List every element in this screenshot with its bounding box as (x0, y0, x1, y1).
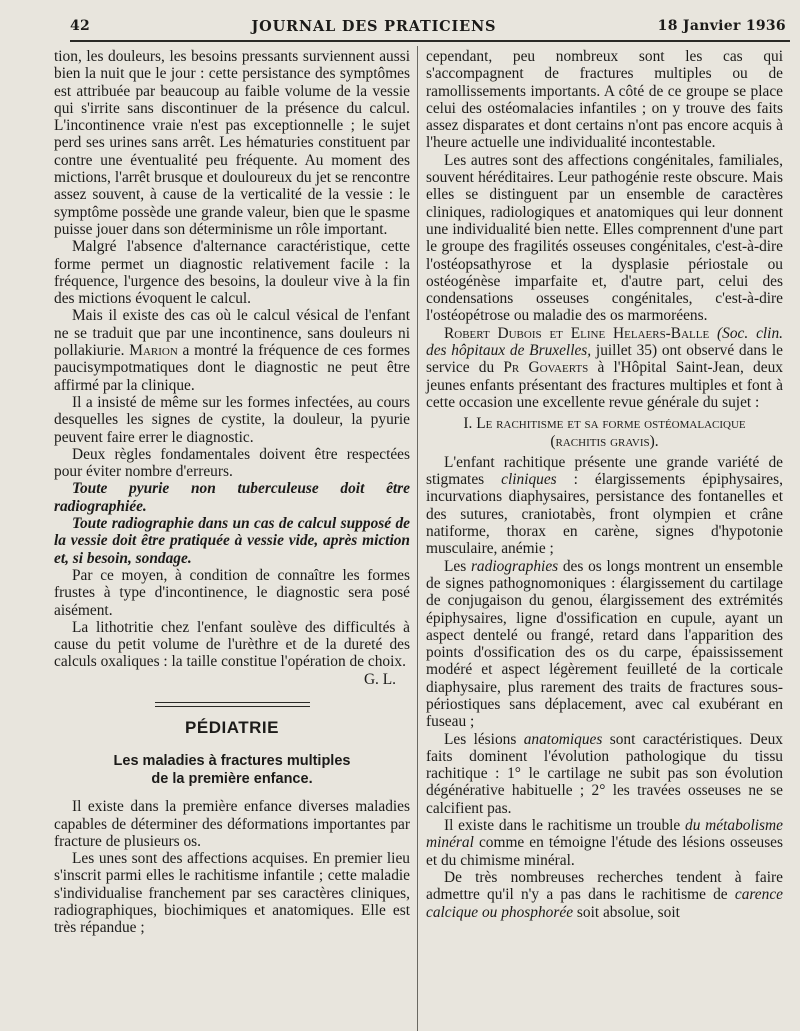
section-heading: PÉDIATRIE (185, 717, 279, 737)
paragraph: Les unes sont des affections acquises. En premier lieu s'inscrit parmi elles le rachitisme infantile ; cette maladie s'individualise franchement par ses caractères cliniques, radiographiques, biochimiques et anatomiques. Elle est très répandue ; (54, 850, 410, 937)
paragraph: Il a insisté de même sur les formes infectées, au cours desquelles les signes de cystite, la douleur, la pyurie peuvent faire errer le diagnostic. (54, 393, 410, 446)
paragraph: Les lésions anatomiques sont caractéristiques. Deux faits dominent l'évolution pathologique du tissu rachitique : 1° le cartilage ne subit pas son évolution dégénérative habituelle ; 2° les travées osseuses ne se calcifient pas. (426, 730, 783, 817)
paragraph: tion, les douleurs, les besoins pressants surviennent aussi bien la nuit que le jour : cette persistance des symptômes est attribuée par beaucoup au faible volume de la vessie qui s'irrite sans discontinuer de la présence du calcul. L'incontinence vraie n'est pas exceptionnelle ; le sujet perd ses urines sans arrêt. Les hématuries constituent par contre une éventualité peu fréquente. Au moment des mictions, l'arrêt brusque et douloureux du jet se rencontre assez souvent, à cause de la verticalité de la vessie : le symptôme possède une grande valeur, bien que le spasme puisse jouer dans son déterminisme un rôle important. (54, 48, 410, 238)
professor-name: Pr Govaerts (503, 359, 589, 377)
author-names: Robert Dubois et Eline Helaers-Balle (444, 324, 710, 342)
paragraph: Mais il existe des cas où le calcul vésical de l'enfant ne se traduit que par une incontinence, sans douleurs ni pollakiurie. Marion a montré la fréquence de ces formes paucisympotmatiques dont le diagnostic ne peut être affirmé par la clinique. (54, 307, 410, 394)
article-title: Les maladies à fractures multiples de la première enfance. (113, 753, 351, 788)
paragraph: cependant, peu nombreux sont les cas qui s'accompagnent de fractures multiples ou de ramollissements importants. A côté de ce groupe se place celui des ostéomalacies infantiles ; on y trouve des faits assez disparates et dont certains n'ont pas encore acquis à l'heure actuelle une individualité incontestable. (426, 48, 783, 152)
page-header (70, 14, 786, 38)
paragraph: Il existe dans le rachitisme un trouble du métabolisme minéral comme en témoigne l'étude des lésions osseuses et du chimisme minéral. (426, 817, 783, 869)
subsection-heading: I. Le rachitisme et sa forme ostéomalacique (rachitis gravis). (463, 415, 746, 450)
signature-line (54, 671, 410, 688)
paragraph: Robert Dubois et Eline Helaers-Balle (Soc. clin. des hôpitaux de Bruxelles, juillet 35) ont observé dans le service du Pr Govaerts à l'Hôpital Saint-Jean, deux jeunes enfants présentant des fractures multiples et font à cette occasion une excellente revue générale du sujet : (426, 324, 783, 411)
reference: (Soc. clin. des hôpitaux de Bruxelles, (426, 324, 783, 360)
paragraph: L'enfant rachitique présente une grande variété de stigmates cliniques : élargissements épiphysaires, incurvations diaphysaires, persistance des fontanelles et des sutures, craniotabès, front olympien et crâne natiforme, thorax en carène, signes d'hypotonie musculaire, anémie ; (426, 453, 783, 558)
paragraph: Les radiographies des os longs montrent un ensemble de signes pathognomoniques : élargissement du cartilage de conjugaison du genou, élargissement des extrémités épiphysaires, ligne d'ossification en cupule, ayant un aspect dentelé ou frangé, retard dans l'apparition des points d'ossification des os du carpe, épaississement modéré et aspect légèrement feuilleté de la corticale diaphysaire, plus rarement des traits de fractures sous-périostiques sans déplacement, avec cal exubérant en fuseau ; (426, 557, 783, 731)
right-column (426, 48, 783, 921)
paragraph: Les autres sont des affections congénitales, familiales, souvent héréditaires. Leur pathogénie reste obscure. Mais elles se distinguent par un ensemble de caractères cliniques, radiologiques et anatomiques qui leur donnent une individualité bien nette. Elles comprennent d'une part le groupe des fragilités osseuses congénitales, c'est-à-dire l'ostéopsathyrose et la dysplasie périostale ou ostéogénèse imparfaite et, d'autre part, celui des condensations osseuses congénitales, c'est-à-dire l'ostéopétrose ou maladie des os marmoréens. (426, 151, 783, 325)
column-divider (417, 46, 418, 1031)
paragraph: De très nombreuses recherches tendent à faire admettre qu'il n'y a pas dans le rachitisme de carence calcique ou phosphorée soit absolue, soit (426, 868, 783, 921)
paragraph: Deux règles fondamentales doivent être respectées pour éviter nombre d'erreurs. (54, 445, 410, 481)
page-number: 42 (70, 18, 91, 34)
paragraph: La lithotritie chez l'enfant soulève des difficultés à cause du petit volume de l'urèthre et de la dureté des calculs oxaliques : la taille constitue l'opération de choix. (54, 618, 410, 671)
paragraph: Il existe dans la première enfance diverses maladies capables de déterminer des déformations importantes par fracture de plusieurs os. (54, 798, 410, 850)
left-column (54, 48, 410, 937)
section-separator (155, 702, 310, 707)
paragraph: Par ce moyen, à condition de connaître les formes frustes à type d'incontinence, le diagnostic sera posé aisément. (54, 566, 410, 619)
paragraph: Malgré l'absence d'alternance caractéristique, cette forme permet un diagnostic relativement facile : la fréquence, l'urgence des besoins, la douleur vive à la fin des mictions évoquent le calcul. (54, 238, 410, 308)
issue-date: 18 Janvier 1936 (657, 18, 786, 34)
journal-title: JOURNAL DES PRATICIENS (251, 17, 497, 35)
rule-statement: Toute radiographie dans un cas de calcul supposé de la vessie doit être pratiquée à vessie vide, après miction et, si besoin, sondage. (54, 515, 410, 567)
author-name: Marion (129, 342, 178, 360)
rule-statement: Toute pyurie non tuberculeuse doit être radiographiée. (54, 480, 410, 515)
header-rule (70, 40, 790, 42)
signature: G. L. (363, 670, 396, 688)
